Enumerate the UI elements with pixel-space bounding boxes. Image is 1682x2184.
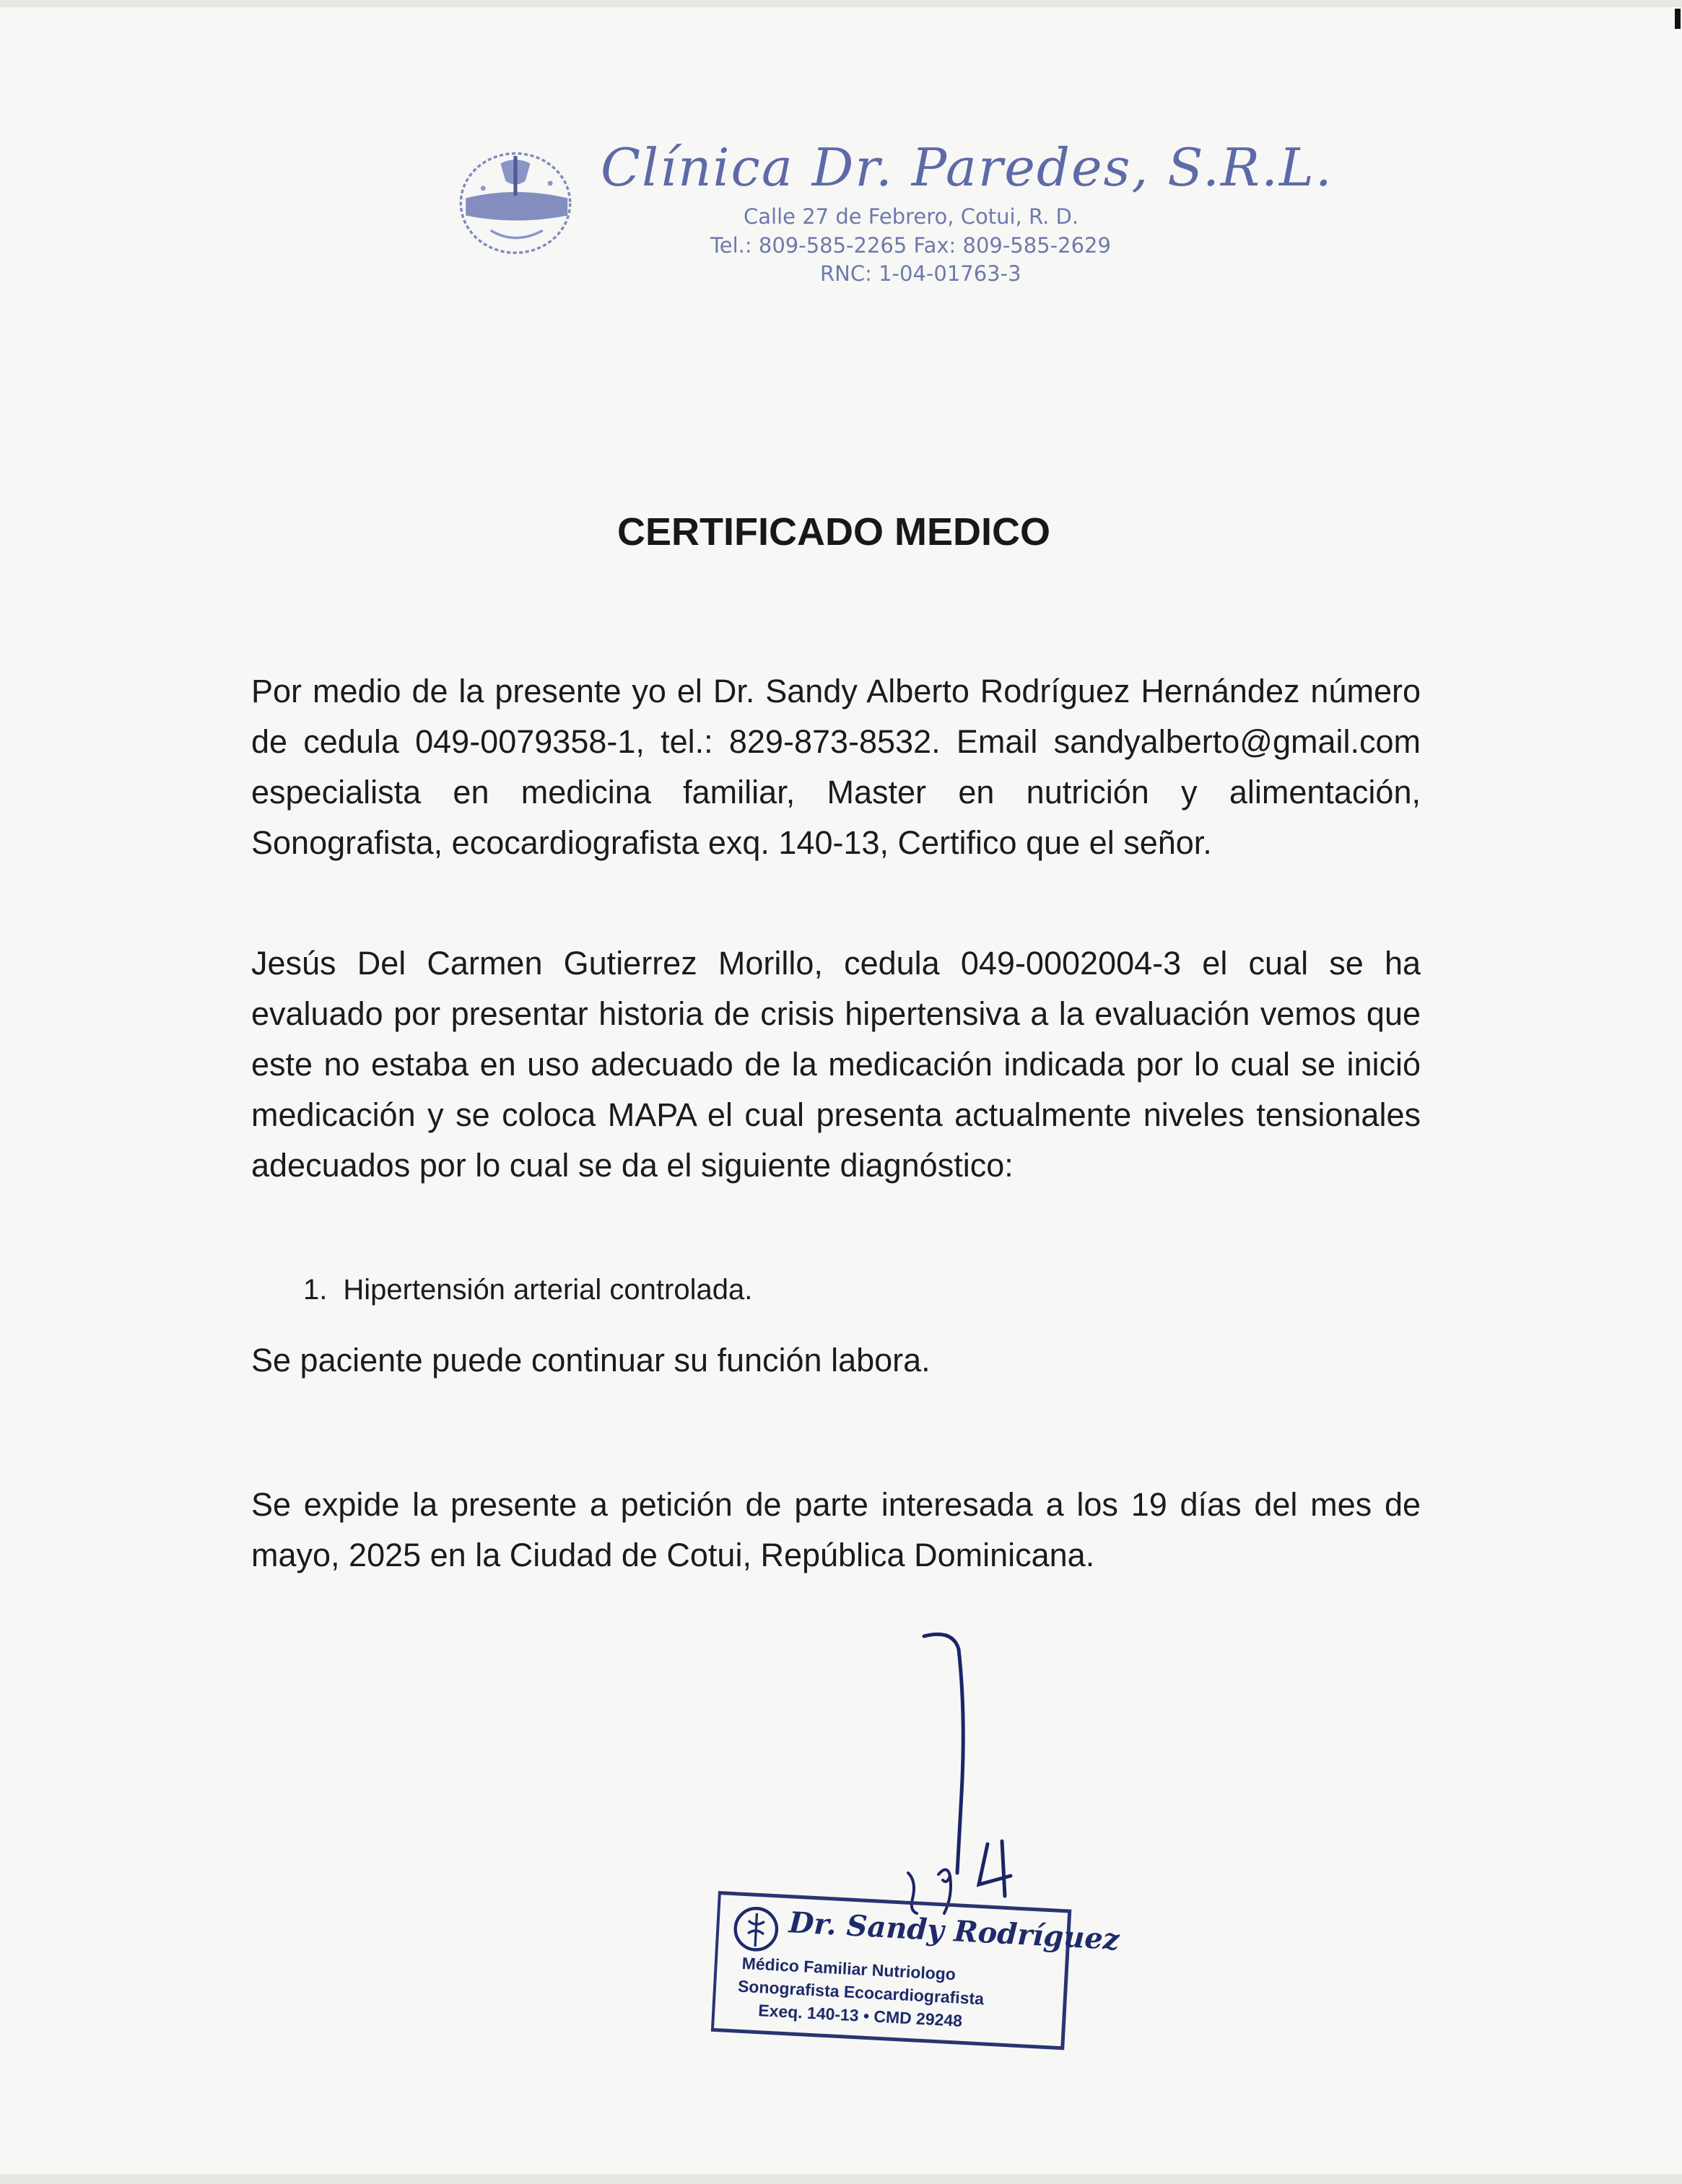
clinic-rnc: RNC: 1-04-01763-3 [820, 261, 1021, 286]
issuance-paragraph: Se expide la presente a petición de parte interesada a los 19 días del mes de mayo, 2025 en la Ciudad de Cotui, República Dominicana. [251, 1486, 1421, 1573]
caduceus-icon [731, 1904, 781, 1954]
handwritten-signature [881, 1628, 1097, 1938]
stamp-specialties: Médico Familiar Nutriologo [741, 1953, 957, 1984]
clinic-name: Clínica Dr. Paredes, S.R.L. [601, 137, 1333, 198]
clinic-phones: Tel.: 809-585-2265 Fax: 809-585-2629 [710, 233, 1111, 258]
work-paragraph: Se paciente puede continuar su función labora. [251, 1342, 931, 1379]
page-top-edge [0, 0, 1682, 7]
diagnosis-list [303, 1274, 752, 1306]
diagnosis-item: Hipertensión arterial controlada. [343, 1274, 753, 1306]
evaluation-paragraph: Jesús Del Carmen Gutierrez Morillo, cedula 049-0002004-3 el cual se ha evaluado por presentar historia de crisis hipertensiva a la evaluación vemos que este no estaba en uso adecuado de la medicación indicada por lo cual se inició medicación y se coloca MAPA el cual presenta actualmente niveles tensionales adecuados por lo cual se da el siguiente diagnóstico: [251, 945, 1421, 1184]
document-title: CERTIFICADO MEDICO [617, 510, 1050, 554]
clinic-address: Calle 27 de Febrero, Cotui, R. D. [744, 204, 1079, 229]
intro-paragraph: Por medio de la presente yo el Dr. Sandy Alberto Rodríguez Hernández número de cedula 049-0079358-1, tel.: 829-873-8532. Email sandyalberto@gmail.com especialista en medicina familiar, Master en nutrición y alimentación, Sonografista, ecocardiografista exq. 140-13, Certifico que el señor. [251, 673, 1421, 861]
doctor-stamp [711, 1891, 1120, 2050]
corner-mark [1675, 9, 1681, 29]
stamp-license: Exeq. 140-13 • CMD 29248 [757, 2001, 963, 2030]
stamp-specialties-2: Sonografista Ecocardiografista [737, 1976, 985, 2009]
diagnosis-number: 1. [303, 1274, 328, 1306]
page-bottom-edge [0, 2174, 1682, 2184]
stamp-doctor-name: Dr. Sandy Rodríguez [788, 1905, 1120, 1957]
globe-logo-icon [453, 139, 578, 263]
